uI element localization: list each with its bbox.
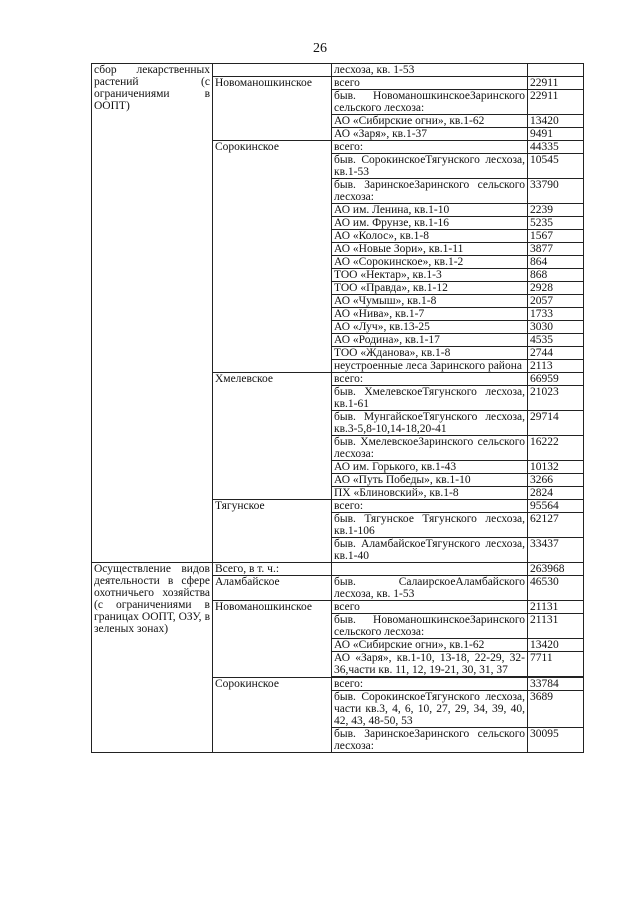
quarter-description-cell: АО «Путь Победы», кв.1-10 xyxy=(332,474,528,487)
quarter-description-cell: АО им. Горького, кв.1-43 xyxy=(332,461,528,474)
forestry-area-cell: Тягунское xyxy=(213,500,332,563)
area-value-cell: 66959 xyxy=(528,373,584,386)
area-value-cell: 1733 xyxy=(528,308,584,321)
quarter-description-cell: всего xyxy=(332,77,528,90)
quarter-description-cell: быв. ХмелевскоеЗаринского сельского лесхоза: xyxy=(332,436,528,461)
area-value-cell: 21131 xyxy=(528,614,584,639)
forestry-area-cell: Новоманошкинское xyxy=(213,77,332,141)
quarter-description-cell: всего: xyxy=(332,141,528,154)
quarter-description-cell: быв. НовоманошкинскоеЗаринского сельского лесхоза: xyxy=(332,90,528,115)
quarter-description-cell: всего: xyxy=(332,678,528,691)
area-value-cell: 21023 xyxy=(528,386,584,411)
area-value-cell: 864 xyxy=(528,256,584,269)
area-value-cell: 5235 xyxy=(528,217,584,230)
activity-cell: сбор лекарственных растений (с ограничениями в ООПТ) xyxy=(92,64,213,563)
area-value-cell: 95564 xyxy=(528,500,584,513)
area-value-cell: 10545 xyxy=(528,154,584,179)
quarter-description-cell: ТОО «Жданова», кв.1-8 xyxy=(332,347,528,360)
area-value-cell: 46530 xyxy=(528,576,584,601)
quarter-description-cell: всего: xyxy=(332,373,528,386)
area-value-cell: 2239 xyxy=(528,204,584,217)
quarter-description-cell: всего: xyxy=(332,500,528,513)
quarter-description-cell: быв. ЗаринскоеЗаринского сельского лесхоза: xyxy=(332,728,528,753)
quarter-description-cell: АО им. Фрунзе, кв.1-16 xyxy=(332,217,528,230)
area-value-cell: 1567 xyxy=(528,230,584,243)
quarter-description-cell: всего xyxy=(332,601,528,614)
quarter-description-cell: быв. МунгайскоеТягунского лесхоза, кв.3-5,8-10,14-18,20-41 xyxy=(332,411,528,436)
quarter-description-cell: быв. АламбайскоеТягунского лесхоза, кв.1-40 xyxy=(332,538,528,563)
area-value-cell: 263968 xyxy=(528,563,584,576)
area-value-cell: 44335 xyxy=(528,141,584,154)
quarter-description-cell: неустроенные леса Заринского района xyxy=(332,360,528,373)
area-value-cell: 3030 xyxy=(528,321,584,334)
quarter-description-cell: ПХ «Блиновский», кв.1-8 xyxy=(332,487,528,500)
area-value-cell: 7711 xyxy=(528,652,584,677)
area-value-cell: 22911 xyxy=(528,90,584,115)
quarter-description-cell: ТОО «Нектар», кв.1-3 xyxy=(332,269,528,282)
activity-cell: Осуществление видов деятельности в сфере охотничьего хозяйства (с ограничениями в границах ООПТ, ОЗУ, в зеленых зонах) xyxy=(92,563,213,753)
quarter-description-cell: быв. ЗаринскоеЗаринского сельского лесхоза: xyxy=(332,179,528,204)
forestry-area-cell: Сорокинское xyxy=(213,141,332,373)
quarter-description-cell: АО «Колос», кв.1-8 xyxy=(332,230,528,243)
quarter-description-cell: АО «Родина», кв.1-17 xyxy=(332,334,528,347)
quarter-description-cell: лесхоза, кв. 1-53 xyxy=(332,64,528,77)
area-value-cell: 33437 xyxy=(528,538,584,563)
quarter-description-cell: быв. СорокинскоеТягунского лесхоза, части кв.3, 4, 6, 10, 27, 29, 34, 39, 40, 42, 43, 48-50, 53 xyxy=(332,691,528,728)
area-value-cell: 2744 xyxy=(528,347,584,360)
quarter-description-cell: АО им. Ленина, кв.1-10 xyxy=(332,204,528,217)
area-value-cell: 10132 xyxy=(528,461,584,474)
quarter-description-cell: АО «Новые Зори», кв.1-11 xyxy=(332,243,528,256)
area-value-cell: 30095 xyxy=(528,728,584,753)
area-value-cell: 4535 xyxy=(528,334,584,347)
forestry-area-cell: Новоманошкинское xyxy=(213,601,332,678)
quarter-description-cell: быв. ХмелевскоеТягунского лесхоза, кв.1-61 xyxy=(332,386,528,411)
area-value-cell: 3877 xyxy=(528,243,584,256)
area-value-cell: 13420 xyxy=(528,639,584,652)
forestry-area-cell: Хмелевское xyxy=(213,373,332,500)
area-value-cell: 2057 xyxy=(528,295,584,308)
quarter-description-cell: быв. СалаирскоеАламбайского лесхоза, кв. 1-53 xyxy=(332,576,528,601)
area-value-cell: 9491 xyxy=(528,128,584,141)
area-value-cell: 3689 xyxy=(528,691,584,728)
area-value-cell: 2113 xyxy=(528,360,584,373)
quarter-description-cell: АО «Луч», кв.13-25 xyxy=(332,321,528,334)
quarter-description-cell: АО «Сибирские огни», кв.1-62 xyxy=(332,115,528,128)
quarter-description-cell: АО «Заря», кв.1-37 xyxy=(332,128,528,141)
area-value-cell: 2824 xyxy=(528,487,584,500)
quarter-description-cell: АО «Нива», кв.1-7 xyxy=(332,308,528,321)
quarter-description-cell: быв. НовоманошкинскоеЗаринского сельского лесхоза: xyxy=(332,614,528,639)
table-row xyxy=(92,563,584,576)
area-value-cell: 22911 xyxy=(528,77,584,90)
quarter-description-cell: АО «Чумыш», кв.1-8 xyxy=(332,295,528,308)
forestry-area-cell xyxy=(213,64,332,77)
quarter-description-cell: ТОО «Правда», кв.1-12 xyxy=(332,282,528,295)
area-value-cell: 2928 xyxy=(528,282,584,295)
area-value-cell: 29714 xyxy=(528,411,584,436)
table-row xyxy=(92,64,584,77)
area-value-cell xyxy=(528,64,584,77)
area-value-cell: 21131 xyxy=(528,601,584,614)
quarter-description-cell: АО «Заря», кв.1-10, 13-18, 22-29, 32-36,части кв. 11, 12, 19-21, 30, 31, 37 xyxy=(332,652,528,677)
quarter-description-cell xyxy=(332,563,528,576)
area-value-cell: 3266 xyxy=(528,474,584,487)
area-value-cell: 868 xyxy=(528,269,584,282)
quarter-description-cell: АО «Сибирские огни», кв.1-62 xyxy=(332,639,528,652)
quarter-description-cell: быв. Тягунское Тягунского лесхоза, кв.1-106 xyxy=(332,513,528,538)
quarter-description-cell: быв. СорокинскоеТягунского лесхоза, кв.1-53 xyxy=(332,154,528,179)
area-value-cell: 16222 xyxy=(528,436,584,461)
page-number: 26 xyxy=(313,41,327,56)
area-value-cell: 33784 xyxy=(528,678,584,691)
forestry-area-cell: Аламбайское xyxy=(213,576,332,601)
quarter-description-cell: АО «Сорокинское», кв.1-2 xyxy=(332,256,528,269)
forestry-area-cell: Всего, в т. ч.: xyxy=(213,563,332,576)
area-value-cell: 62127 xyxy=(528,513,584,538)
area-value-cell: 13420 xyxy=(528,115,584,128)
area-value-cell: 33790 xyxy=(528,179,584,204)
forestry-area-cell: Сорокинское xyxy=(213,678,332,753)
forest-use-table xyxy=(91,63,584,753)
